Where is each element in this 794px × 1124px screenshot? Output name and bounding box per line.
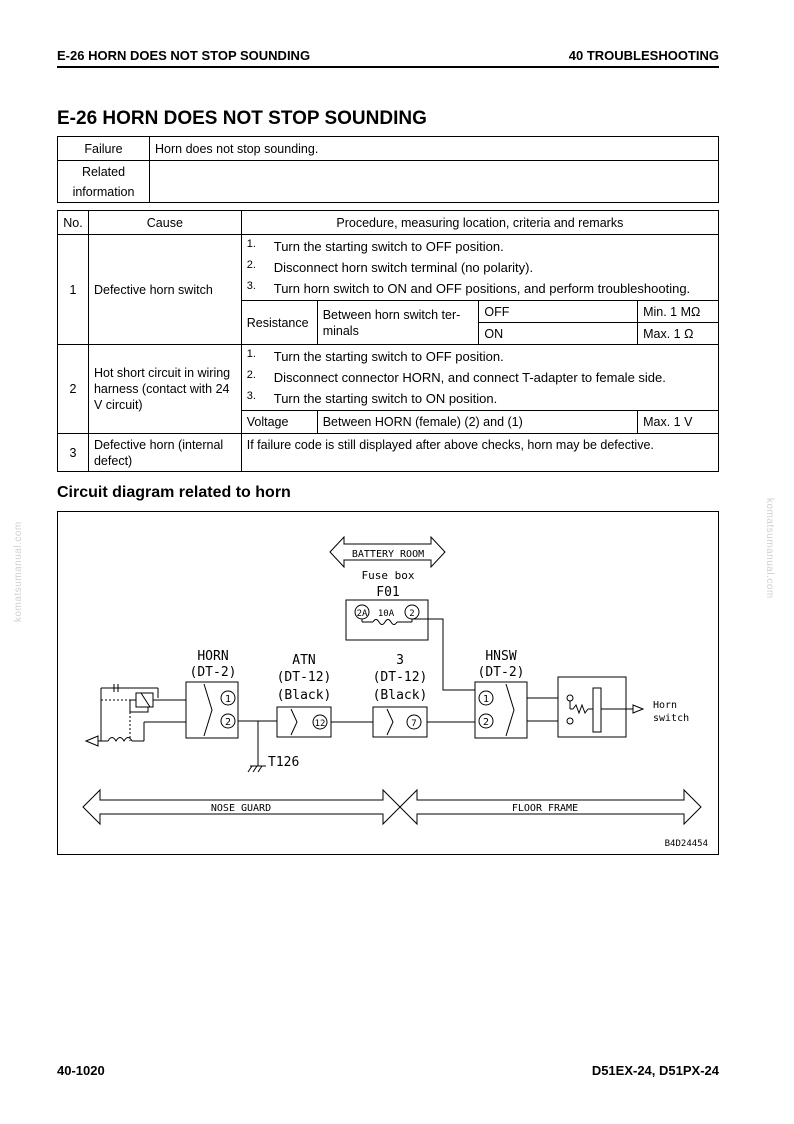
row1-step: 3. Turn horn switch to ON and OFF positions, and perform troubleshooting. bbox=[246, 280, 691, 296]
fuse-box-icon bbox=[346, 600, 428, 640]
ground-icon bbox=[248, 766, 266, 772]
row2-steps bbox=[241, 345, 718, 411]
header-chapter: 40 TROUBLESHOOTING bbox=[568, 48, 719, 63]
related-info-value bbox=[150, 161, 719, 203]
col-header-cause: Cause bbox=[88, 211, 241, 235]
watermark-left: komatsumanual.com bbox=[13, 521, 24, 622]
conn3-label: 3 bbox=[396, 653, 404, 668]
row2-measure-label: Voltage bbox=[241, 411, 317, 434]
fuse-id-label: F01 bbox=[376, 585, 400, 600]
row1-value-on: Max. 1 Ω bbox=[638, 323, 719, 345]
row2-value: Max. 1 V bbox=[638, 411, 719, 434]
watermark-right: komatsumanual.com bbox=[764, 498, 775, 599]
row2-location: Between HORN (female) (2) and (1) bbox=[317, 411, 637, 434]
atn-connector bbox=[277, 707, 331, 737]
page-number: 40-1020 bbox=[57, 1063, 105, 1078]
row3-remark: If failure code is still displayed after above checks, horn may be defective. bbox=[241, 434, 718, 472]
svg-text:1: 1 bbox=[224, 694, 232, 705]
page-header bbox=[57, 48, 719, 68]
row1-value-off: Min. 1 MΩ bbox=[638, 301, 719, 323]
failure-value: Horn does not stop sounding. bbox=[150, 137, 719, 161]
related-info-label bbox=[58, 161, 150, 203]
cause-table bbox=[57, 210, 719, 472]
failure-label: Failure bbox=[58, 137, 150, 161]
hnsw-connector bbox=[475, 682, 527, 738]
ground-label: T126 bbox=[268, 755, 300, 770]
row1-state-off: OFF bbox=[479, 301, 638, 323]
circuit-diagram bbox=[57, 511, 719, 855]
hnsw-label: HNSW bbox=[485, 649, 517, 664]
floor-frame-label: FLOOR FRAME bbox=[511, 803, 579, 814]
nose-guard-label: NOSE GUARD bbox=[210, 803, 272, 814]
fuse-box-label: Fuse box bbox=[361, 569, 415, 582]
row1-step: 1. Turn the starting switch to OFF position. bbox=[246, 238, 504, 254]
conn3-connector bbox=[373, 707, 427, 737]
atn-label: ATN bbox=[292, 653, 316, 668]
svg-text:2A: 2A bbox=[356, 609, 368, 619]
row2-cause: Hot short circuit in wiring harness (contact with 24 V circuit) bbox=[88, 345, 241, 434]
failure-info-table bbox=[57, 136, 719, 203]
horn-icon bbox=[86, 684, 186, 746]
svg-text:10A: 10A bbox=[377, 609, 395, 619]
row2-step: 2. Disconnect connector HORN, and connect T-adapter to female side. bbox=[246, 369, 666, 385]
svg-text:1: 1 bbox=[482, 694, 490, 705]
row1-state-on: ON bbox=[479, 323, 638, 345]
header-section-title: E-26 HORN DOES NOT STOP SOUNDING bbox=[57, 48, 311, 63]
battery-room-arrow bbox=[330, 537, 445, 567]
conn3-color-label: (Black) bbox=[372, 688, 428, 703]
row1-steps bbox=[241, 235, 718, 301]
hnsw-type-label: (DT-2) bbox=[477, 665, 525, 680]
svg-text:7: 7 bbox=[411, 719, 417, 729]
svg-text:2: 2 bbox=[224, 717, 232, 728]
battery-room-label: BATTERY ROOM bbox=[351, 549, 425, 560]
svg-text:2: 2 bbox=[409, 609, 415, 619]
row1-no: 1 bbox=[58, 235, 89, 345]
horn-switch-icon bbox=[558, 677, 643, 737]
model-names: D51EX-24, D51PX-24 bbox=[591, 1063, 719, 1078]
horn-switch-label1: Horn bbox=[653, 700, 678, 711]
diagram-title: Circuit diagram related to horn bbox=[57, 484, 291, 501]
related-label-line2: information bbox=[72, 184, 135, 199]
horn-type-label: (DT-2) bbox=[189, 665, 237, 680]
row1-location: Between horn switch ter-minals bbox=[317, 301, 479, 345]
atn-type-label: (DT-12) bbox=[276, 670, 332, 685]
col-header-no: No. bbox=[58, 211, 89, 235]
svg-text:2: 2 bbox=[482, 717, 490, 728]
related-label-line1: Related bbox=[81, 164, 126, 179]
col-header-procedure: Procedure, measuring location, criteria and remarks bbox=[241, 211, 718, 235]
conn3-type-label: (DT-12) bbox=[372, 670, 428, 685]
horn-label: HORN bbox=[197, 649, 229, 664]
row3-cause: Defective horn (internal defect) bbox=[88, 434, 241, 472]
page-title: E-26 HORN DOES NOT STOP SOUNDING bbox=[57, 108, 427, 129]
row2-no: 2 bbox=[58, 345, 89, 434]
atn-color-label: (Black) bbox=[276, 688, 332, 703]
horn-connector bbox=[186, 682, 238, 738]
row3-no: 3 bbox=[58, 434, 89, 472]
svg-text:12: 12 bbox=[314, 719, 326, 729]
region-arrows bbox=[83, 790, 701, 824]
row2-step: 1. Turn the starting switch to OFF position. bbox=[246, 348, 504, 364]
row1-cause: Defective horn switch bbox=[88, 235, 241, 345]
row2-step: 3. Turn the starting switch to ON position. bbox=[246, 390, 498, 406]
diagram-code: B4D24454 bbox=[664, 839, 708, 849]
horn-switch-label2: switch bbox=[653, 713, 690, 724]
row1-measure-label: Resistance bbox=[241, 301, 317, 345]
row1-step: 2. Disconnect horn switch terminal (no polarity). bbox=[246, 259, 534, 275]
